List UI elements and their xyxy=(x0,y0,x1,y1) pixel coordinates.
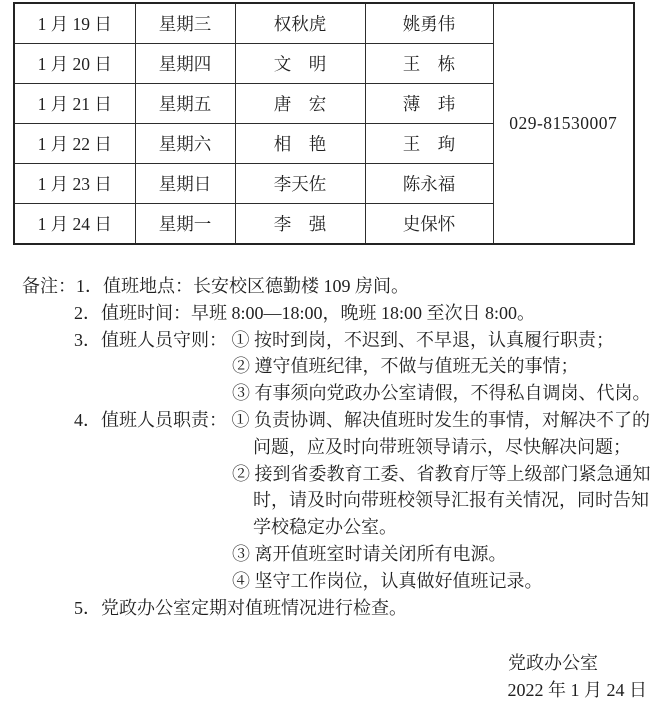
cell-day-duty: 文 明 xyxy=(235,44,365,84)
cell-date: 1 月 21 日 xyxy=(14,84,135,124)
duty-roster-table xyxy=(13,2,635,245)
note-line: 学校稳定办公室。 xyxy=(253,517,397,538)
note-line: 3．值班人员守则： ① 按时到岗，不迟到、不早退，认真履行职责； xyxy=(74,329,614,350)
cell-night-duty: 王 珣 xyxy=(365,124,493,164)
cell-weekday: 星期三 xyxy=(135,3,235,44)
cell-night-duty: 姚勇伟 xyxy=(365,3,493,44)
note-line: ② 遵守值班纪律，不做与值班无关的事情； xyxy=(232,356,579,377)
cell-weekday: 星期五 xyxy=(135,84,235,124)
cell-date: 1 月 19 日 xyxy=(14,3,135,44)
cell-day-duty: 相 艳 xyxy=(235,124,365,164)
cell-date: 1 月 23 日 xyxy=(14,164,135,204)
cell-date: 1 月 24 日 xyxy=(14,204,135,245)
cell-weekday: 星期四 xyxy=(135,44,235,84)
cell-day-duty: 李 强 xyxy=(235,204,365,245)
cell-day-duty: 权秋虎 xyxy=(235,3,365,44)
signature-department: 党政办公室 xyxy=(508,653,598,673)
cell-weekday: 星期六 xyxy=(135,124,235,164)
cell-date: 1 月 20 日 xyxy=(14,44,135,84)
note-line: 2．值班时间：早班 8:00—18:00，晚班 18:00 至次日 8:00。 xyxy=(74,302,536,323)
note-line: 备注：1．值班地点：长安校区德勤楼 109 房间。 xyxy=(22,276,409,296)
cell-weekday: 星期日 xyxy=(135,164,235,204)
cell-night-duty: 王 栋 xyxy=(365,44,493,84)
note-line: ④ 坚守工作岗位，认真做好值班记录。 xyxy=(232,570,543,591)
note-line: 4．值班人员职责： ① 负责协调、解决值班时发生的事情，对解决不了的 xyxy=(74,409,650,430)
note-line: 问题，应及时向带班领导请示，尽快解决问题； xyxy=(253,436,631,457)
table-row xyxy=(14,3,634,44)
note-line: ③ 离开值班室时请关闭所有电源。 xyxy=(232,543,507,564)
note-line: ② 接到省委教育工委、省教育厅等上级部门紧急通知 xyxy=(232,463,651,484)
notes-section xyxy=(0,273,656,621)
note-line: 5．党政办公室定期对值班情况进行检查。 xyxy=(74,597,407,618)
cell-weekday: 星期一 xyxy=(135,204,235,245)
signature-date: 2022 年 1 月 24 日 xyxy=(507,680,647,700)
note-line: 时，请及时向带班校领导汇报有关情况，同时告知 xyxy=(253,490,649,511)
cell-date: 1 月 22 日 xyxy=(14,124,135,164)
phone-cell: 029-81530007 xyxy=(493,3,634,244)
cell-night-duty: 陈永福 xyxy=(365,164,493,204)
cell-day-duty: 唐 宏 xyxy=(235,84,365,124)
note-line: ③ 有事须向党政办公室请假，不得私自调岗、代岗。 xyxy=(232,383,651,404)
cell-day-duty: 李天佐 xyxy=(235,164,365,204)
cell-night-duty: 史保怀 xyxy=(365,204,493,245)
cell-night-duty: 薄 玮 xyxy=(365,84,493,124)
